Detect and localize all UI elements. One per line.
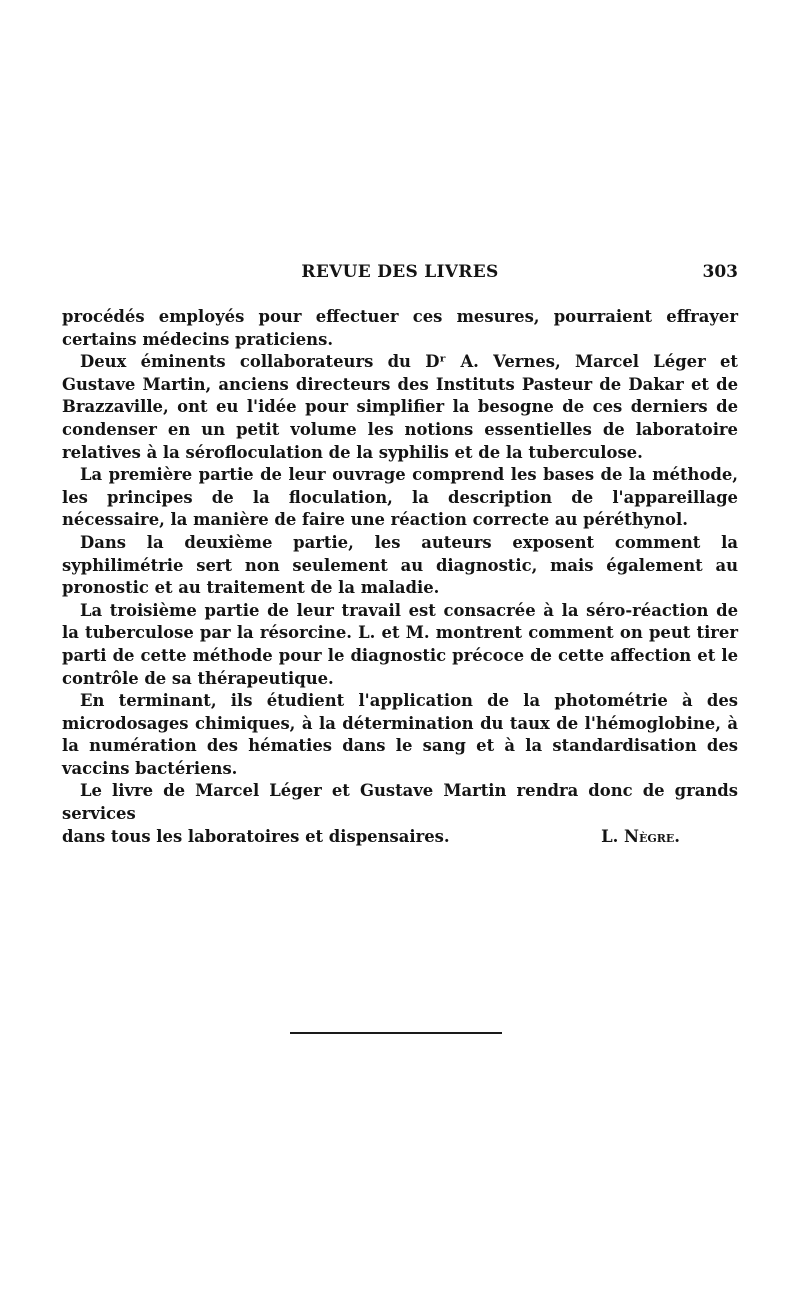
page-number: 303 — [702, 262, 738, 282]
paragraph-conclusion: En terminant, ils étudient l'application de la photométrie à des microdosages chimiques, à la détermination du taux de l'hémoglobine, à la numération des hématies dans le sang et à la standardisation des vaccins bactériens. — [62, 691, 738, 778]
paragraph-first-part: La première partie de leur ouvrage comprend les bases de la méthode, les principes de la floculation, la description de l'appareillage nécessaire, la manière de faire une réaction correcte au péréthynol. — [62, 465, 738, 530]
paragraph-second-part: Dans la deuxième partie, les auteurs exposent comment la syphilimétrie sert non seulement au diagnostic, mais également au pronostic et au traitement de la maladie. — [62, 532, 738, 598]
running-head — [62, 262, 738, 286]
paragraph-authors: Deux éminents collaborateurs du Dʳ A. Vernes, Marcel Léger et Gustave Martin, anciens directeurs des Instituts Pasteur de Dakar et de Brazzaville, ont eu l'idée pour simplifier la besogne de ces derniers de condenser en un petit volume les notions essentielles de laboratoire relatives à la sérofloculation de la syphilis et de la tuberculose. — [62, 352, 738, 462]
section-end-rule — [290, 1032, 502, 1034]
paragraph-continuation: procédés employés pour effectuer ces mesures, pourraient effrayer certains médecins praticiens. — [62, 307, 738, 349]
reviewer-signature: L. Nègre. — [601, 826, 680, 846]
review-body — [62, 306, 738, 848]
paragraph-closing-first-line: Le livre de Marcel Léger et Gustave Martin rendra donc de grands services — [62, 781, 738, 824]
paragraph-closing-last-line: dans tous les laboratoires et dispensaires. — [62, 826, 450, 846]
closing-signature-line — [62, 826, 738, 849]
paragraph-third-part: La troisième partie de leur travail est consacrée à la séro-réaction de la tuberculose par la résorcine. L. et M. montrent comment on peut tirer parti de cette méthode pour le diagnostic précoce de cette affection et le contrôle de sa thérapeutique. — [62, 600, 738, 688]
page-header-title: REVUE DES LIVRES — [301, 262, 499, 282]
